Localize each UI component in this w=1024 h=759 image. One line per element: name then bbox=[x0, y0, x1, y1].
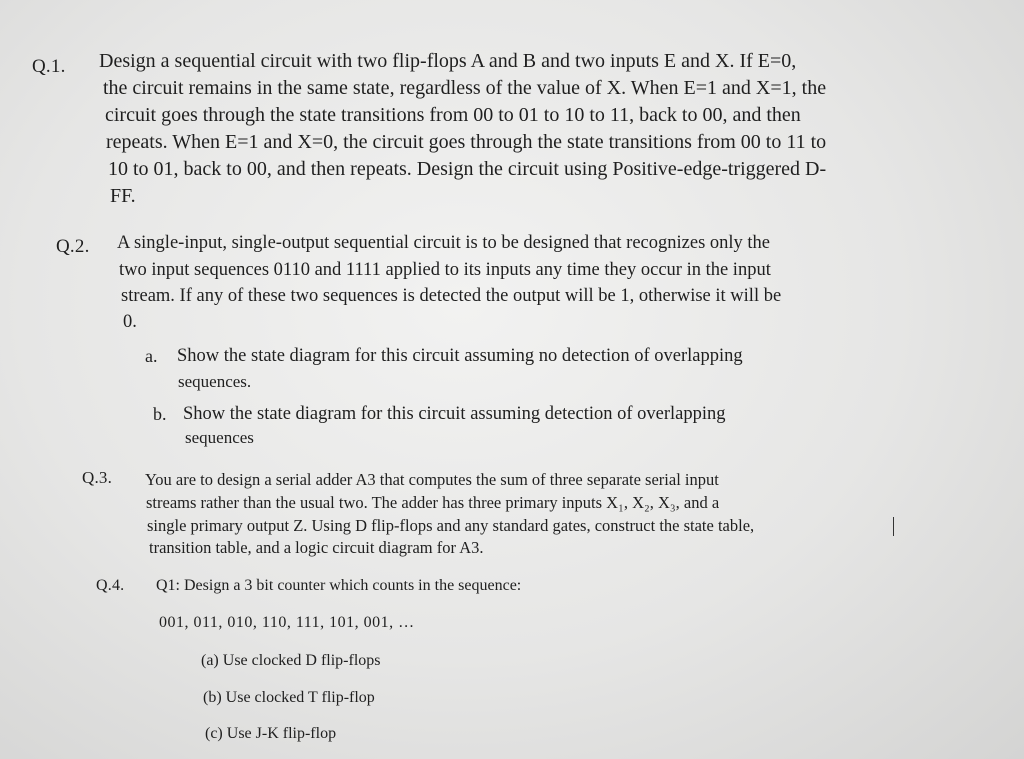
subpart-text-line: Show the state diagram for this circuit assuming detection of overlapping bbox=[183, 404, 726, 424]
question-text-line: repeats. When E=1 and X=0, the circuit goes through the state transitions from 00 to 11 to bbox=[106, 131, 827, 153]
question-text-line: 0. bbox=[123, 312, 137, 332]
question-number: Q.4. bbox=[96, 577, 125, 594]
subpart-text-line: (b) Use clocked T flip-flop bbox=[203, 689, 375, 706]
subpart-label: b. bbox=[153, 404, 167, 424]
question-text-line: A single-input, single-output sequential circuit is to be designed that recognizes only the bbox=[117, 233, 771, 253]
subpart-text-line: Show the state diagram for this circuit assuming no detection of overlapping bbox=[177, 346, 743, 366]
question-number: Q.2. bbox=[56, 236, 90, 257]
question-intro: Q1: Design a 3 bit counter which counts in the sequence: bbox=[156, 577, 522, 594]
subpart-text-line: sequences. bbox=[178, 372, 252, 391]
question-text-line: transition table, and a logic circuit diagram for A3. bbox=[149, 538, 484, 557]
question-text-line: stream. If any of these two sequences is detected the output will be 1, otherwise it will be bbox=[121, 286, 782, 306]
question-text-line: two input sequences 0110 and 1111 applied to its inputs any time they occur in the input bbox=[119, 260, 771, 280]
question-text-line: circuit goes through the state transitions from 00 to 01 to 10 to 11, back to 00, and then bbox=[105, 104, 801, 126]
question-text-line: Design a sequential circuit with two flip-flops A and B and two inputs E and X. If E=0, bbox=[99, 50, 797, 72]
subpart-text-line: sequences bbox=[185, 428, 254, 447]
subpart-label: a. bbox=[145, 346, 158, 366]
question-text-line: single primary output Z. Using D flip-flops and any standard gates, construct the state table, bbox=[147, 516, 755, 535]
subpart-text-line: (a) Use clocked D flip-flops bbox=[201, 652, 381, 669]
question-text-line: streams rather than the usual two. The adder has three primary inputs X₁, X₂, X₃, and a bbox=[146, 493, 720, 512]
question-text-line: You are to design a serial adder A3 that computes the sum of three separate serial input bbox=[145, 470, 719, 489]
question-text-line: 10 to 01, back to 00, and then repeats. Design the circuit using Positive-edge-triggered D- bbox=[108, 158, 827, 180]
question-text-line: the circuit remains in the same state, regardless of the value of X. When E=1 and X=1, the bbox=[103, 77, 827, 99]
question-number: Q.3. bbox=[82, 468, 113, 487]
question-text-line: FF. bbox=[110, 185, 136, 207]
subpart-text-line: (c) Use J-K flip-flop bbox=[205, 725, 337, 742]
question-number: Q.1. bbox=[32, 56, 66, 77]
text-cursor bbox=[893, 517, 894, 536]
count-sequence: 001, 011, 010, 110, 111, 101, 001, … bbox=[159, 614, 415, 631]
